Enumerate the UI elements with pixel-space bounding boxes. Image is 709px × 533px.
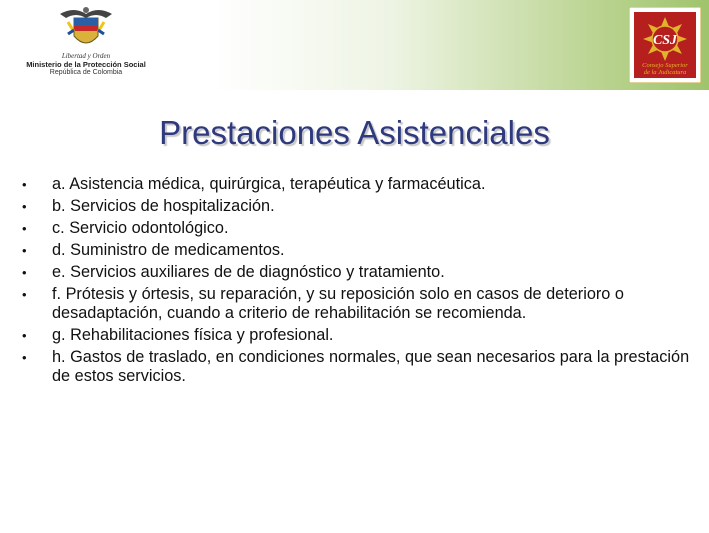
list-item [22,219,692,238]
list-item-text: c. Servicio odontológico. [52,219,229,237]
list-item-text: h. Gastos de traslado, en condiciones normales, que sean necesarios para la prestación de estos servicios. [52,348,690,385]
csj-name-line1: Consejo Superior [642,62,688,69]
bullet-icon: • [22,328,27,343]
ministry-logo [18,4,154,84]
bullet-icon: • [22,243,27,258]
list-item-text: b. Servicios de hospitalización. [52,197,275,215]
list-item [22,263,692,282]
coat-of-arms-icon [56,4,116,54]
csj-initials: CSJ [652,33,678,48]
list-item-text: d. Suministro de medicamentos. [52,241,285,259]
bullet-icon: • [22,287,27,302]
bullet-icon: • [22,199,27,214]
csj-name-line2: de la Judicatura [643,69,687,76]
ministry-name: Ministerio de la Protección Social [26,60,146,69]
list-item [22,285,692,323]
list-item-text: g. Rehabilitaciones física y profesional. [52,326,334,344]
list-item [22,348,692,386]
bullet-icon: • [22,221,27,236]
csj-emblem-icon [629,7,701,83]
benefits-list [22,175,692,389]
bullet-icon: • [22,177,27,192]
bullet-icon: • [22,265,27,280]
list-item [22,175,692,194]
ministry-motto: Libertad y Orden [61,52,111,60]
csj-logo [629,7,701,83]
list-item [22,241,692,260]
list-item-text: f. Prótesis y órtesis, su reparación, y su reposición solo en casos de deterioro o desadaptación, cuando a criterio de rehabilitación se recomienda. [52,285,624,322]
page-title: Prestaciones Asistenciales [159,114,550,151]
bullet-icon: • [22,350,27,365]
ministry-country: República de Colombia [49,69,123,76]
list-item-text: e. Servicios auxiliares de de diagnóstico y tratamiento. [52,263,445,281]
list-item [22,326,692,345]
list-item [22,197,692,216]
list-item-text: a. Asistencia médica, quirúrgica, terapéutica y farmacéutica. [52,175,486,193]
